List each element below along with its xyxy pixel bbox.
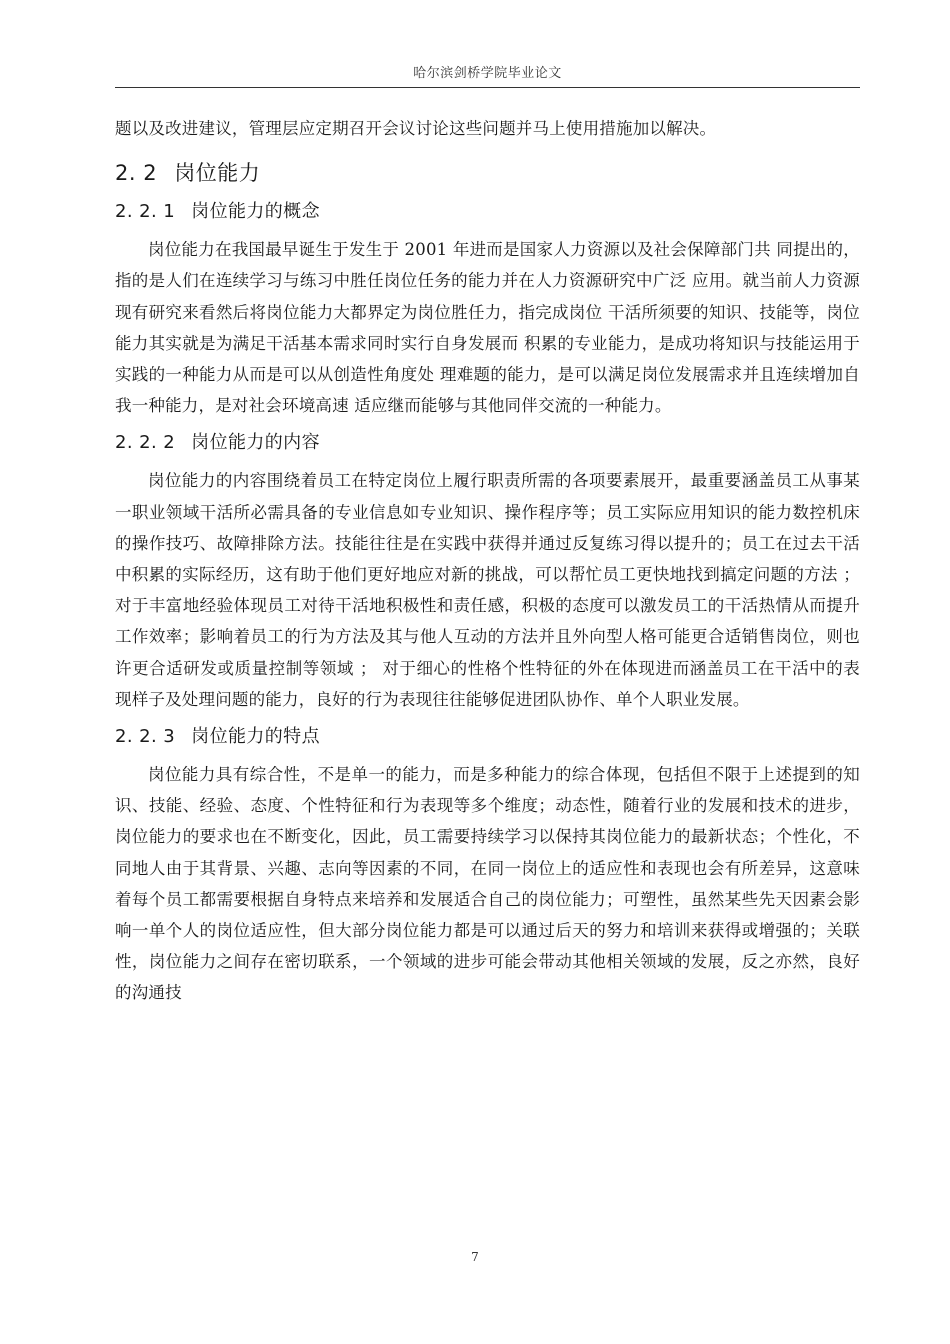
paragraph-content: 岗位能力的内容围绕着员工在特定岗位上履行职责所需的各项要素展开，最重要涵盖员工从事某一职业领域干活所必需具备的专业信息如专业知识、操作程序等；员工实际应用知识的能力数控机床的操作技巧、故障排除方法。技能往往是在实践中获得并通过反复练习得以提升的；员工在过去干活中积累的实际经历，这有助于他们更好地应对新的挑战，可以帮忙员工更快地找到搞定问题的方法 ； 对于丰富地经验体现员工对待干活地积极性和责任感，积极的态度可以激发员工的干活热情从而提升工作效率；影响着员工的行为方法及其与他人互动的方法并且外向型人格可能更合适销售岗位，则也许更合适研发或质量控制等领域 ； 对于细心的性格个性特征的外在体现进而涵盖员工在干活中的表现样子及处理问题的能力，良好的行为表现往往能够促进团队协作、单个人职业发展。: [115, 471, 860, 709]
subsection-title: 岗位能力的概念: [191, 201, 320, 223]
subsection-heading-2-2-1: [115, 196, 860, 228]
section-heading-2-2: [115, 156, 860, 190]
subsection-title: 岗位能力的内容: [191, 432, 320, 454]
subsection-heading-2-2-2: [115, 427, 860, 459]
subsection-number: 2. 2. 3: [115, 726, 176, 748]
subsection-number: 2. 2. 2: [115, 432, 176, 454]
paragraph-concept: 岗位能力在我国最早诞生于发生于 2001 年进而是国家人力资源以及社会保障部门共 同提出的，指的是人们在连续学习与练习中胜任岗位任务的能力并在人力资源研究中广泛 应用。就当前人力资源现有研究来看然后将岗位能力大都界定为岗位胜任力，指完成岗位 干活所须要的知识、技能等，岗位能力其实就是为满足干活基本需求同时实行自身发展而 积累的专业能力，是成功将知识与技能运用于实践的一种能力从而是可以从创造性角度处 理难题的能力，是可以满足岗位发展需求并且连续增加自我一种能力，是对社会环境高速 适应继而能够与其他同伴交流的一种能力。: [115, 240, 860, 416]
running-header: 哈尔滨剑桥学院毕业论文: [413, 66, 562, 81]
page-content: [115, 113, 860, 1009]
section-number: 2. 2: [115, 161, 158, 186]
page-number: 7: [471, 1250, 479, 1264]
subsection-number: 2. 2. 1: [115, 201, 176, 223]
subsection-heading-2-2-3: [115, 721, 860, 753]
section-title: 岗位能力: [174, 161, 261, 186]
paragraph-characteristics: 岗位能力具有综合性，不是单一的能力，而是多种能力的综合体现，包括但不限于上述提到的知识、技能、经验、态度、个性特征和行为表现等多个维度；动态性，随着行业的发展和技术的进步，岗位能力的要求也在不断变化，因此，员工需要持续学习以保持其岗位能力的最新状态；个性化，不同地人由于其背景、兴趣、志向等因素的不同，在同一岗位上的适应性和表现也会有所差异，这意味着每个员工都需要根据自身特点来培养和发展适合自己的岗位能力；可塑性，虽然某些先天因素会影响一单个人的岗位适应性，但大部分岗位能力都是可以通过后天的努力和培训来获得或增强的；关联性，岗位能力之间存在密切联系，一个领域的进步可能会带动其他相关领域的发展，反之亦然，良好的沟通技: [115, 765, 860, 1003]
intro-paragraph: 题以及改进建议，管理层应定期召开会议讨论这些问题并马上使用措施加以解决。: [115, 119, 717, 138]
subsection-title: 岗位能力的特点: [191, 726, 320, 748]
header-divider: [115, 87, 860, 88]
